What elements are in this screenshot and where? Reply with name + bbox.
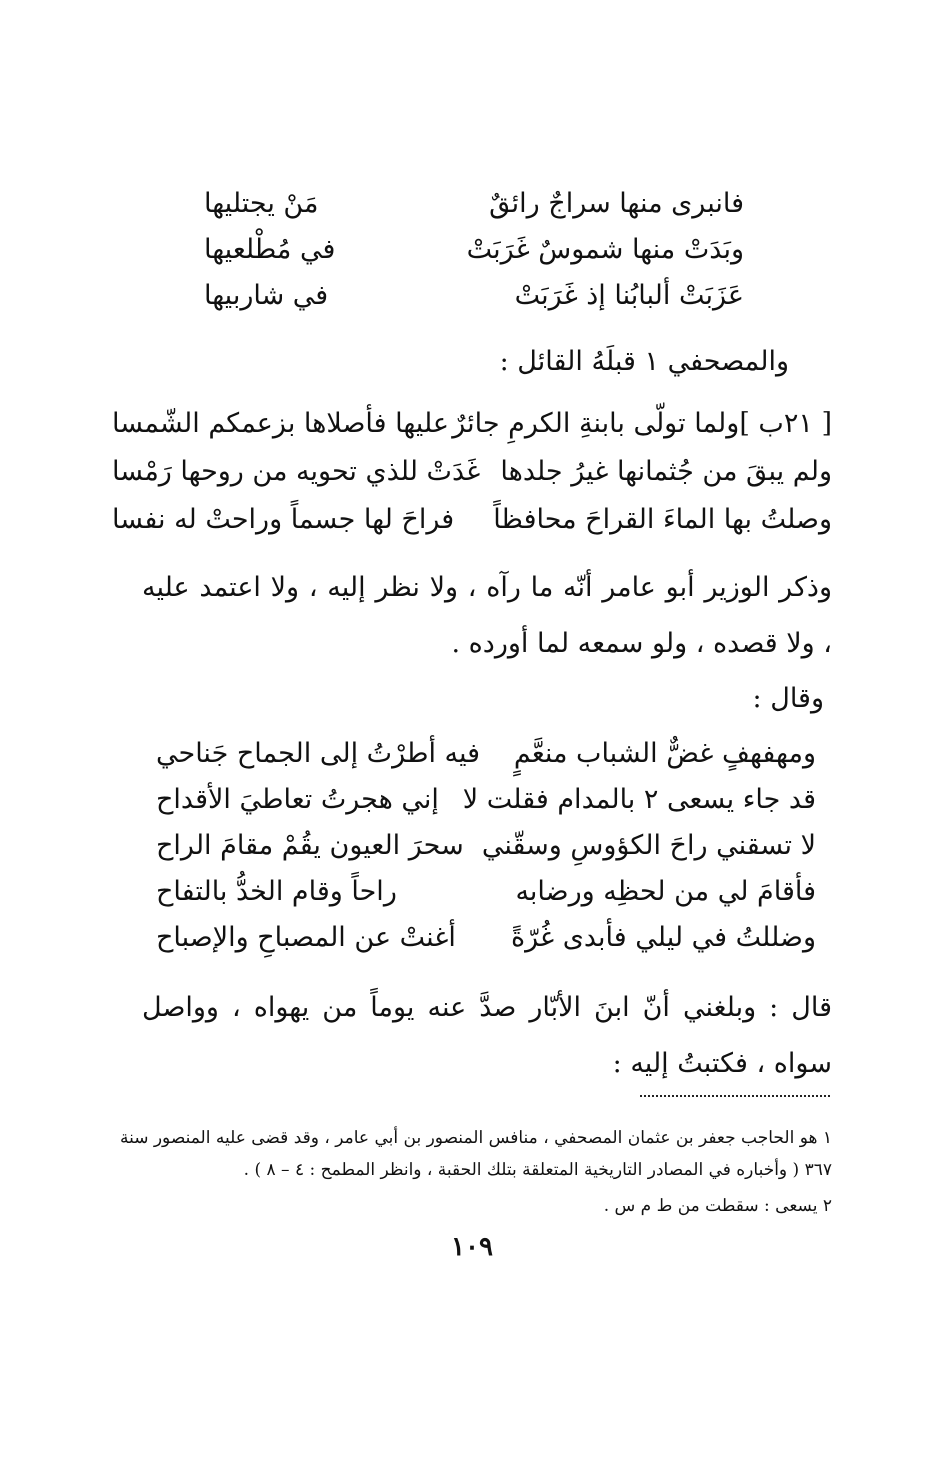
- page-number: ١٠٩: [451, 1232, 493, 1262]
- prose-paragraph: وذكر الوزير أبو عامر أنّه ما رآه ، ولا نظر إليه ، ولا اعتمد عليه ، ولا قصده ، ولو سمعه لما أورده .: [142, 572, 832, 659]
- hemistich-first: [ ٢١ب ]ولما تولّى بابنةِ الكرمِ جائرٌ: [452, 408, 832, 439]
- hemistich-second: مَنْ يجتليها: [204, 188, 319, 219]
- hemistich-first: ومهفهفٍ غضٌّ الشباب منعَّمٍ: [513, 738, 816, 769]
- hemistich-first: فانبرى منها سراجٌ رائقٌ: [489, 188, 744, 219]
- prose-paragraph: قال : وبلغني أنّ ابنَ الأبّار صدَّ عنه يوماً من يهواه ، وواصل سواه ، فكتبتُ إليه :: [142, 992, 832, 1079]
- hemistich-second: أغنتْ عن المصباحِ والإصباح: [156, 922, 456, 953]
- hemistich-second: في مُطْلعيها: [204, 234, 336, 265]
- section-intro: والمصحفي ١ قبلَهُ القائل :: [499, 346, 789, 377]
- footnote: ١ هو الحاجب جعفر بن عثمان المصحفي ، منافس المنصور بن أبي عامر ، وقد قضى عليه المنصور سنة ٣٦٧ ( وأخباره في المصادر التاريخية المتعلقة بتلك الحقبة ، وانظر المطمح : ٤ – ٨ ) .: [119, 1128, 832, 1181]
- hemistich-first: لا تسقني راحَ الكؤوسِ وسقّني: [481, 830, 816, 861]
- hemistich-first: وضللتُ في ليلي فأبدى غُرّةً: [510, 922, 816, 953]
- hemistich-first: فأقامَ لي من لحظِه ورضابه: [515, 876, 816, 907]
- section-intro: وقال :: [752, 683, 824, 714]
- hemistich-second: عليها فأصلاها بزعمكم الشّمسا: [112, 408, 449, 439]
- footnote-separator: [640, 1095, 830, 1097]
- hemistich-second: فيه أطرْتُ إلى الجماح جَناحي: [156, 738, 481, 769]
- hemistich-first: قد جاء يسعى ٢ بالمدام فقلت لا: [462, 784, 816, 815]
- footnote: ٢ يسعى : سقطت من ط م س .: [603, 1196, 832, 1216]
- hemistich-first: ولم يبقَ من جُثمانها غيرُ جلدها: [500, 456, 832, 487]
- hemistich-first: وبَدَتْ منها شموسٌ غَرَبَتْ: [466, 234, 744, 265]
- hemistich-second: في شاربيها: [204, 280, 329, 311]
- hemistich-second: راحاً وقام الخدُّ بالتفاح: [156, 876, 397, 907]
- hemistich-second: غَدَتْ للذي تحويه من روحها رَمْسا: [112, 456, 481, 487]
- hemistich-first: عَزَبَتْ ألبابُنا إذ غَرَبَتْ: [514, 280, 744, 311]
- hemistich-second: سحرَ العيون يقُمْ مقامَ الراح: [156, 830, 464, 861]
- hemistich-first: وصلتُ بها الماءَ القراحَ محافظاً: [493, 504, 832, 535]
- hemistich-second: إني هجرتُ تعاطيَ الأقداح: [156, 784, 439, 815]
- hemistich-second: فراحَ لها جسماً وراحتْ له نفسا: [112, 504, 455, 535]
